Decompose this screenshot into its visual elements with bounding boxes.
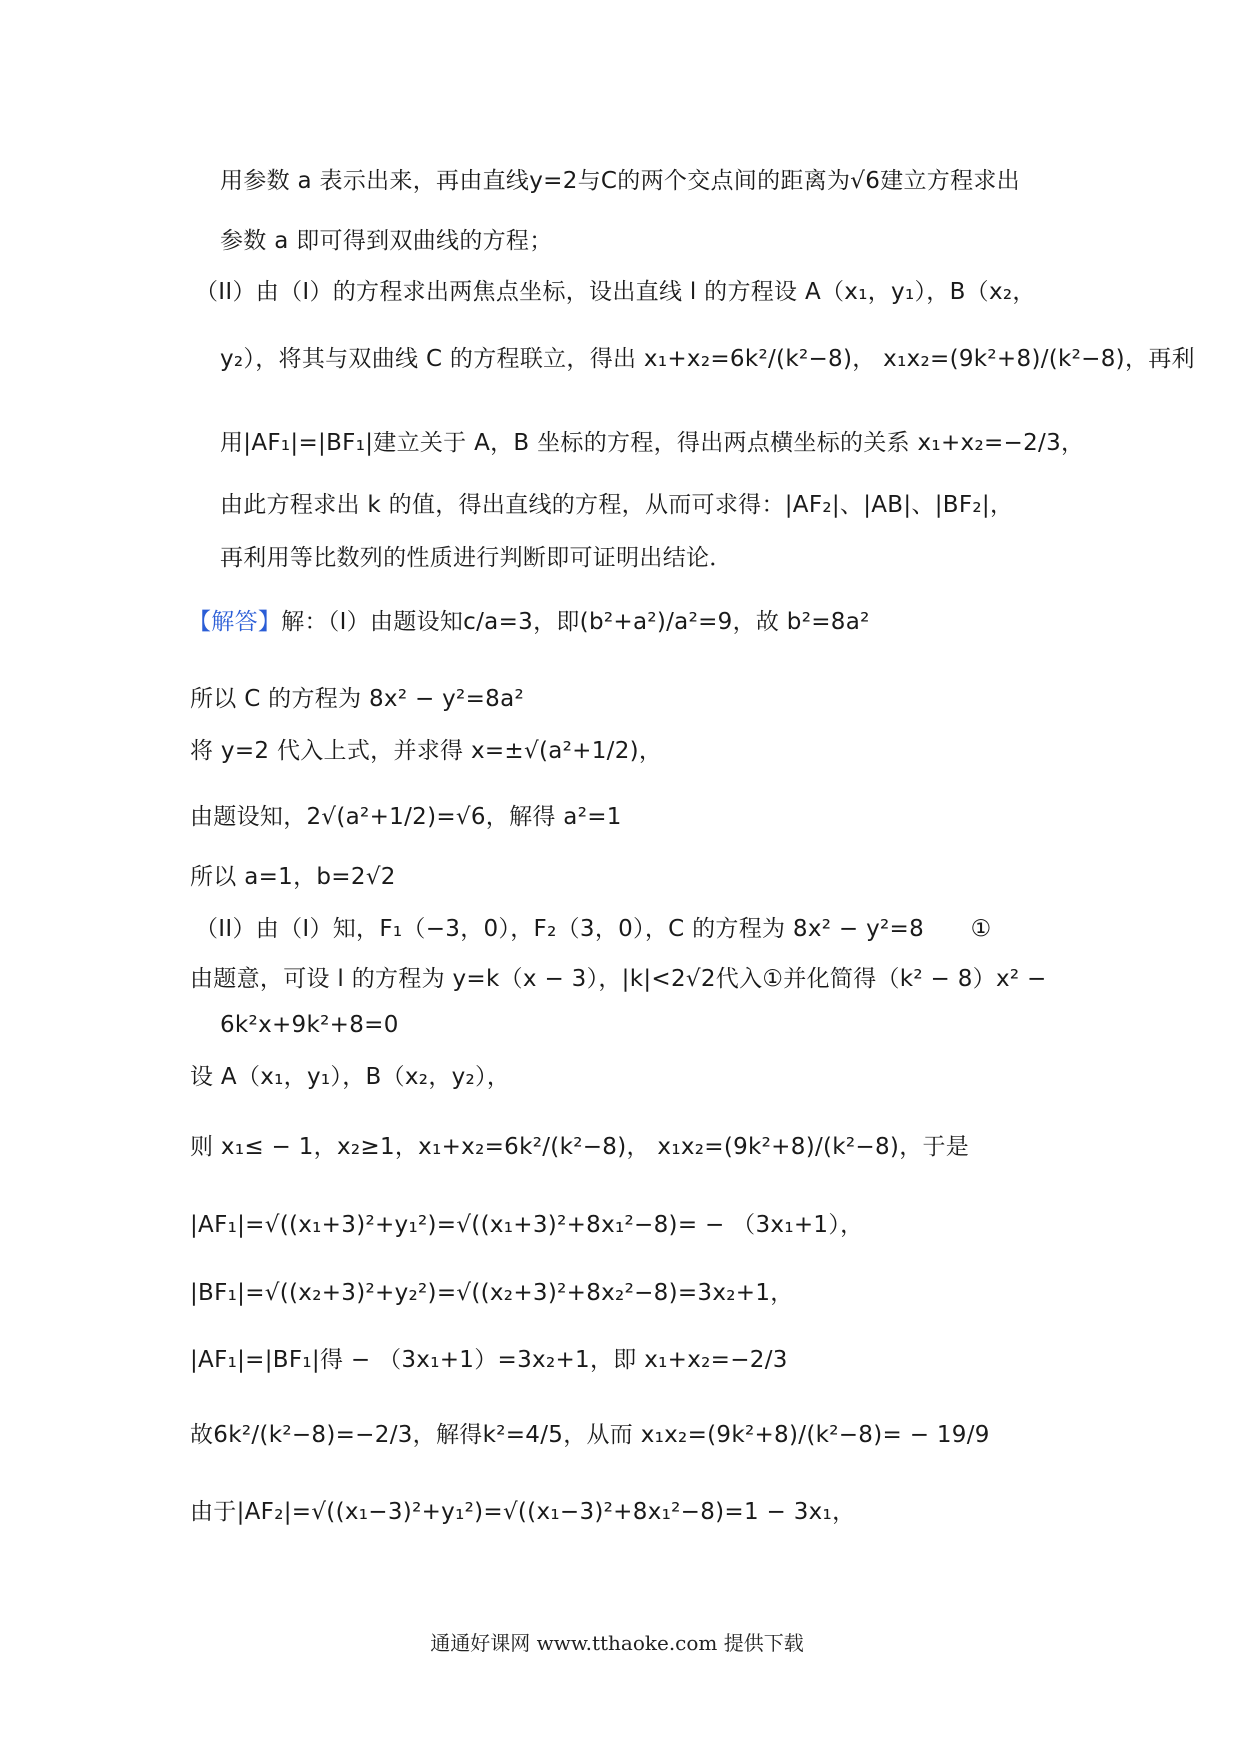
solution-line-7: 由题意，可设 l 的方程为 y=k（x − 3），|k|<2√2代入①并化简得（k² − 8）x² − [190, 966, 1047, 992]
solution-line-4: 由题设知，2√(a²+1/2)=√6，解得 a²=1 [190, 804, 622, 830]
solution-line-1 [188, 607, 870, 637]
solution-line-5: 所以 a=1，b=2√2 [190, 864, 396, 890]
solution-line-12: |BF₁|=√((x₂+3)²+y₂²)=√((x₂+3)²+8x₂²−8)=3x₂+1， [190, 1280, 794, 1306]
analysis-line-3: （II）由（I）的方程求出两焦点坐标，设出直线 l 的方程设 A（x₁，y₁），B（x₂， [195, 279, 1036, 305]
solution-line-14: 故6k²/(k²−8)=−2/3，解得k²=4/5，从而 x₁x₂=(9k²+8)/(k²−8)= − 19/9 [190, 1422, 990, 1448]
solution-line-8: 6k²x+9k²+8=0 [220, 1012, 399, 1038]
footer-text: 通通好课网 www.tthaoke.com 提供下载 [430, 1631, 804, 1655]
analysis-line-5: 用|AF₁|=|BF₁|建立关于 A，B 坐标的方程，得出两点横坐标的关系 x₁+x₂=−2/3， [220, 430, 1085, 456]
solution-text: 解：（I）由题设知c/a=3，即(b²+a²)/a²=9，故 b²=8a² [281, 609, 870, 635]
analysis-line-2: 参数 a 即可得到双曲线的方程； [220, 228, 553, 254]
analysis-line-7: 再利用等比数列的性质进行判断即可证明出结论． [220, 545, 733, 571]
solution-line-11: |AF₁|=√((x₁+3)²+y₁²)=√((x₁+3)²+8x₁²−8)= − （3x₁+1）， [190, 1212, 864, 1238]
solution-line-15: 由于|AF₂|=√((x₁−3)²+y₁²)=√((x₁−3)²+8x₁²−8)=1 − 3x₁， [190, 1499, 856, 1525]
solution-line-2: 所以 C 的方程为 8x² − y²=8a² [190, 686, 525, 712]
analysis-line-6: 由此方程求出 k 的值，得出直线的方程，从而可求得：|AF₂|、|AB|、|BF₂|， [220, 492, 1014, 518]
solution-line-3: 将 y=2 代入上式，并求得 x=±√(a²+1/2)， [190, 738, 663, 764]
solution-line-10: 则 x₁≤ − 1，x₂≥1，x₁+x₂=6k²/(k²−8)， x₁x₂=(9k²+8)/(k²−8)，于是 [190, 1134, 970, 1160]
solution-line-13: |AF₁|=|BF₁|得 − （3x₁+1）=3x₂+1，即 x₁+x₂=−2/3 [190, 1347, 788, 1373]
solution-line-9: 设 A（x₁，y₁），B（x₂，y₂）， [190, 1064, 511, 1090]
analysis-line-4: y₂），将其与双曲线 C 的方程联立，得出 x₁+x₂=6k²/(k²−8)， x₁x₂=(9k²+8)/(k²−8)，再利 [220, 346, 1195, 372]
solution-line-6: （II）由（I）知，F₁（−3，0），F₂（3，0），C 的方程为 8x² − y²=8 ① [195, 916, 992, 942]
solution-tag: 【解答】 [188, 609, 282, 635]
analysis-line-1: 用参数 a 表示出来，再由直线y=2与C的两个交点间的距离为√6建立方程求出 [220, 168, 1020, 194]
